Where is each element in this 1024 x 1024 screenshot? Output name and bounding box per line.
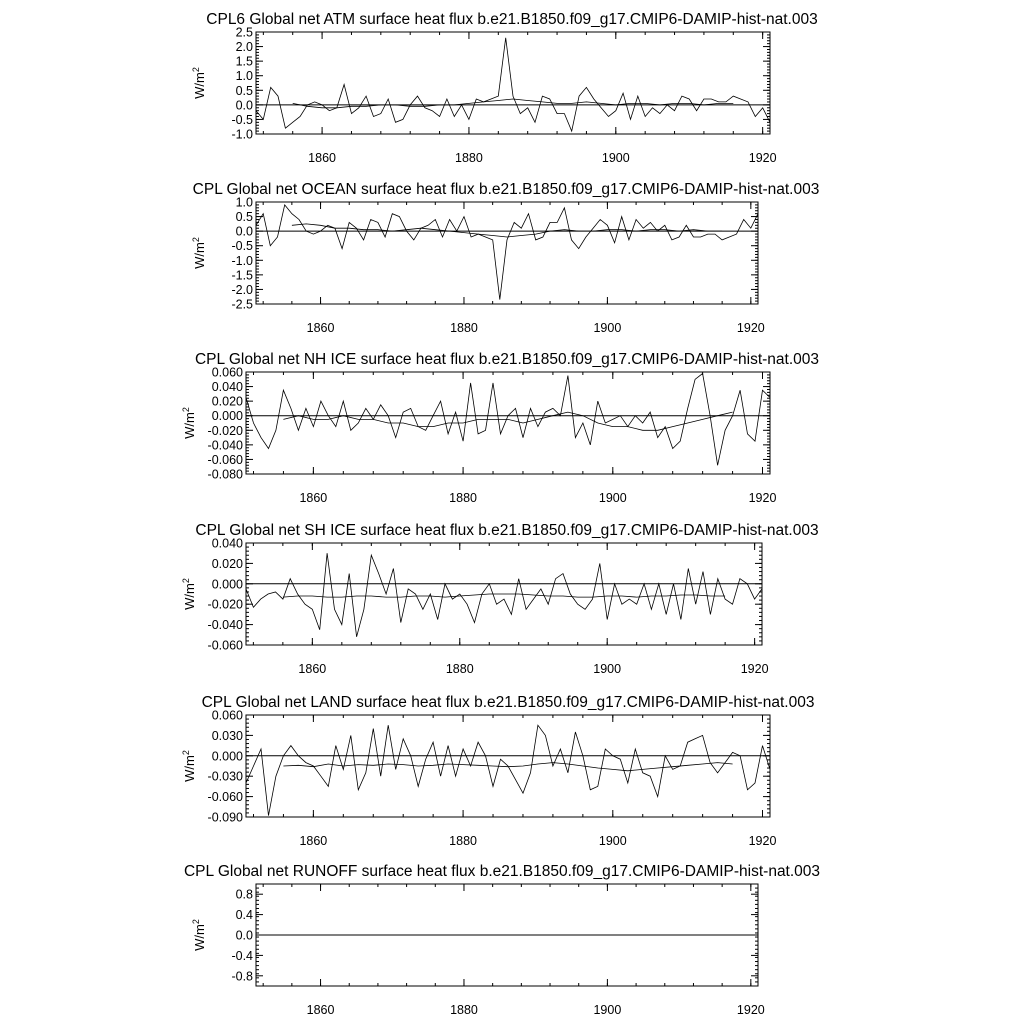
x-tick-label: 1900 bbox=[593, 321, 622, 335]
chart-title: CPL Global net OCEAN surface heat flux b.e21.B1850.f09_g17.CMIP6-DAMIP-hist-nat.003 bbox=[192, 181, 820, 198]
y-tick-label: -1.0 bbox=[231, 253, 253, 268]
x-tick-label: 1860 bbox=[298, 662, 327, 676]
y-tick-label: -0.090 bbox=[207, 810, 243, 825]
y-tick-label: 0.5 bbox=[235, 83, 253, 98]
y-axis-label bbox=[181, 407, 197, 439]
y-tick-label: -0.8 bbox=[231, 969, 253, 984]
y-axis-label-text: W/m bbox=[192, 924, 207, 951]
smoothed-series-line bbox=[283, 594, 725, 597]
y-tick-label: 0.4 bbox=[235, 908, 253, 923]
y-axis-label-superscript: 2 bbox=[191, 67, 201, 73]
annual-series-line bbox=[246, 725, 770, 815]
chart-title: CPL Global net SH ICE surface heat flux b.e21.B1850.f09_g17.CMIP6-DAMIP-hist-nat.003 bbox=[195, 522, 819, 539]
x-tick-label: 1880 bbox=[455, 151, 483, 165]
y-tick-label: -0.060 bbox=[207, 638, 243, 653]
smoothed-series-line bbox=[283, 763, 732, 771]
y-axis-label-superscript: 2 bbox=[181, 578, 191, 584]
y-axis-label-text: W/m bbox=[182, 412, 197, 439]
x-tick-label: 1900 bbox=[601, 151, 630, 165]
x-tick-label: 1900 bbox=[598, 491, 627, 505]
y-tick-label: 1.5 bbox=[235, 54, 253, 69]
y-tick-label: 0.8 bbox=[235, 887, 253, 902]
y-axis-label-text: W/m bbox=[192, 242, 207, 269]
y-axis-label bbox=[191, 237, 207, 269]
y-tick-label: 1.0 bbox=[235, 69, 253, 84]
x-tick-label: 1860 bbox=[308, 151, 336, 165]
x-tick-label: 1880 bbox=[449, 491, 477, 505]
y-axis-label bbox=[191, 67, 207, 99]
y-tick-label: 2.5 bbox=[235, 25, 253, 40]
y-tick-label: -0.040 bbox=[207, 438, 243, 453]
y-axis-label-text: W/m bbox=[182, 583, 197, 610]
y-axis-label-text: W/m bbox=[182, 755, 197, 782]
y-tick-label: 0.030 bbox=[211, 728, 243, 743]
y-tick-label: -0.060 bbox=[207, 452, 243, 467]
x-tick-label: 1860 bbox=[299, 491, 328, 505]
x-tick-label: 1920 bbox=[748, 834, 777, 848]
chart-panel-1 bbox=[191, 11, 818, 165]
y-tick-label: 0.0 bbox=[235, 928, 253, 943]
y-tick-label: 0.000 bbox=[211, 749, 243, 764]
chart-panel-6 bbox=[184, 863, 820, 1017]
y-tick-label: -0.5 bbox=[231, 112, 253, 127]
y-tick-label: -2.0 bbox=[231, 282, 253, 297]
y-tick-label: 2.0 bbox=[235, 40, 253, 55]
y-axis-label-text: W/m bbox=[192, 72, 207, 99]
y-axis-label-superscript: 2 bbox=[191, 237, 201, 243]
y-tick-label: -0.4 bbox=[231, 948, 253, 963]
y-tick-label: -1.0 bbox=[231, 127, 253, 142]
x-tick-label: 1880 bbox=[445, 662, 474, 676]
x-tick-label: 1900 bbox=[593, 662, 622, 676]
y-tick-label: 1.0 bbox=[235, 195, 253, 210]
x-tick-label: 1900 bbox=[598, 834, 627, 848]
y-tick-label: 0.0 bbox=[235, 224, 253, 239]
y-tick-label: 0.040 bbox=[211, 380, 243, 395]
annual-series-line bbox=[256, 38, 770, 131]
y-tick-label: -0.060 bbox=[207, 790, 243, 805]
chart-panel-2 bbox=[191, 181, 819, 335]
x-tick-label: 1880 bbox=[450, 321, 478, 335]
chart-panel-5 bbox=[181, 694, 814, 848]
chart-panel-4 bbox=[181, 522, 819, 676]
y-tick-label: -0.020 bbox=[207, 597, 243, 612]
plot-frame bbox=[246, 372, 770, 474]
x-tick-label: 1920 bbox=[748, 491, 777, 505]
x-tick-label: 1920 bbox=[748, 151, 777, 165]
y-tick-label: 0.020 bbox=[211, 556, 243, 571]
y-tick-label: 0.020 bbox=[211, 394, 243, 409]
x-tick-label: 1860 bbox=[299, 834, 328, 848]
y-axis-label bbox=[181, 578, 197, 610]
x-tick-label: 1860 bbox=[306, 321, 335, 335]
annual-series-line bbox=[256, 205, 758, 300]
y-tick-label: -0.040 bbox=[207, 618, 243, 633]
y-tick-label: 0.000 bbox=[211, 409, 243, 424]
y-tick-label: 0.5 bbox=[235, 210, 253, 225]
x-tick-label: 1860 bbox=[306, 1003, 335, 1017]
x-tick-label: 1900 bbox=[593, 1003, 622, 1017]
y-tick-label: -0.5 bbox=[231, 239, 253, 254]
chart-title: CPL Global net RUNOFF surface heat flux b.e21.B1850.f09_g17.CMIP6-DAMIP-hist-nat.003 bbox=[183, 863, 821, 880]
y-tick-label: -0.080 bbox=[207, 467, 243, 482]
y-axis-label bbox=[181, 750, 197, 782]
smoothed-series-line bbox=[293, 99, 734, 108]
y-tick-label: 0.0 bbox=[235, 98, 253, 113]
y-axis-label-superscript: 2 bbox=[181, 750, 191, 756]
plot-frame bbox=[256, 202, 758, 304]
y-tick-label: -0.020 bbox=[207, 423, 243, 438]
x-tick-label: 1920 bbox=[736, 1003, 765, 1017]
chart-title: CPL6 Global net ATM surface heat flux b.e21.B1850.f09_g17.CMIP6-DAMIP-hist-nat.003 bbox=[206, 11, 818, 28]
x-tick-label: 1880 bbox=[450, 1003, 478, 1017]
y-axis-label bbox=[191, 919, 207, 951]
y-tick-label: -2.5 bbox=[231, 297, 253, 312]
y-tick-label: -0.030 bbox=[207, 769, 243, 784]
chart-panel-3 bbox=[181, 351, 819, 505]
y-tick-label: -1.5 bbox=[231, 268, 253, 283]
x-tick-label: 1880 bbox=[449, 834, 477, 848]
y-tick-label: 0.040 bbox=[211, 536, 243, 551]
y-tick-label: 0.060 bbox=[211, 365, 243, 380]
x-tick-label: 1920 bbox=[736, 321, 765, 335]
y-axis-label-superscript: 2 bbox=[191, 919, 201, 925]
y-tick-label: 0.060 bbox=[211, 708, 243, 723]
x-tick-label: 1920 bbox=[740, 662, 769, 676]
y-axis-label-superscript: 2 bbox=[181, 407, 191, 413]
chart-title: CPL Global net NH ICE surface heat flux b.e21.B1850.f09_g17.CMIP6-DAMIP-hist-nat.003 bbox=[194, 351, 820, 368]
chart-title: CPL Global net LAND surface heat flux b.e21.B1850.f09_g17.CMIP6-DAMIP-hist-nat.003 bbox=[201, 694, 815, 711]
plot-frame bbox=[256, 32, 770, 134]
y-tick-label: 0.000 bbox=[211, 577, 243, 592]
